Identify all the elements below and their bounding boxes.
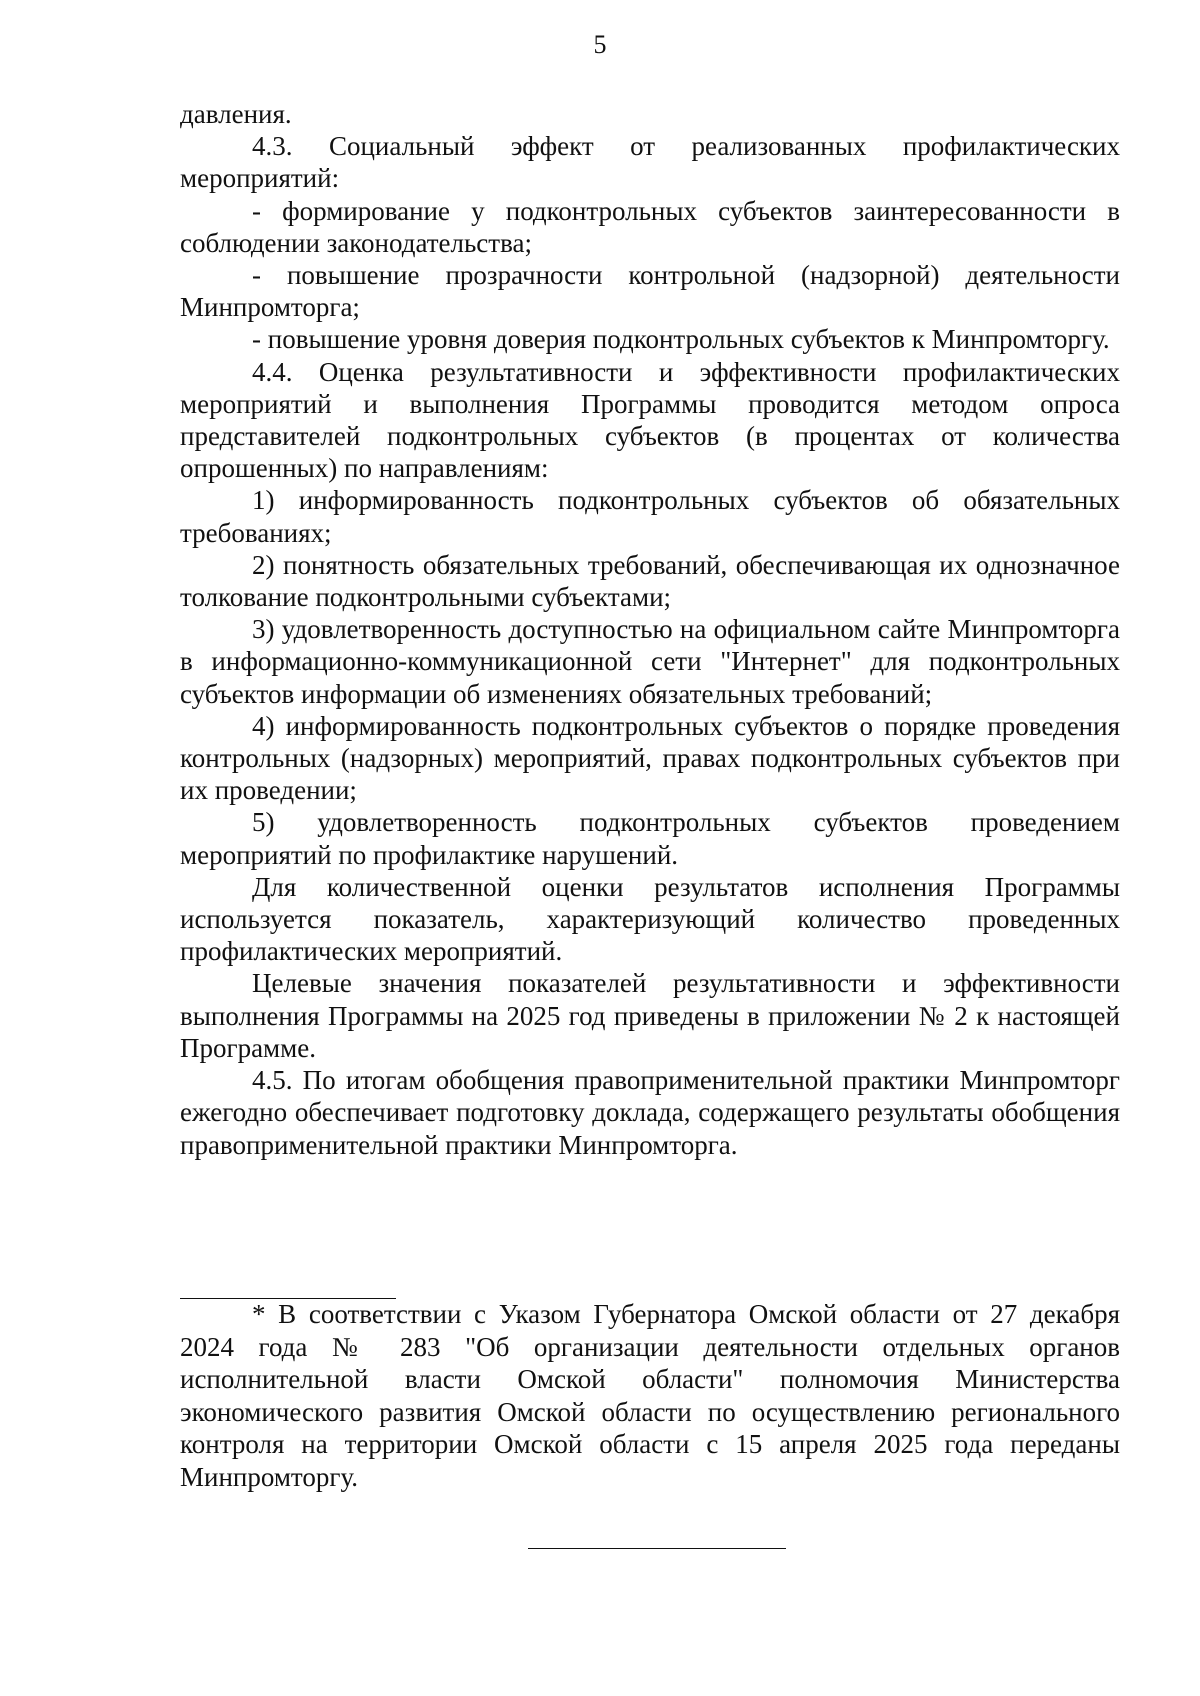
paragraph-section-4-3: 4.3. Социальный эффект от реализованных профилактических мероприятий: bbox=[180, 131, 1120, 194]
footnote: * В соответствии с Указом Губернатора Омской области от 27 декабря 2024 года № 283 "Об организации деятельности отдельных органов исполнительной власти Омской области" полномочия Министерства экономического развития Омской области по осуществлению регионального контроля на территории Омской области с 15 апреля 2025 года переданы Минпромторгу. bbox=[180, 1299, 1120, 1492]
end-of-document-line bbox=[528, 1548, 786, 1549]
list-item: - формирование у подконтрольных субъектов заинтересованности в соблюдении законодательства; bbox=[180, 195, 1120, 258]
list-item: 5) удовлетворенность подконтрольных субъектов проведением мероприятий по профилактике нарушений. bbox=[180, 807, 1120, 870]
list-item: 1) информированность подконтрольных субъектов об обязательных требованиях; bbox=[180, 485, 1120, 548]
list-item: - повышение прозрачности контрольной (надзорной) деятельности Минпромторга; bbox=[180, 260, 1120, 323]
paragraph-section-4-4: 4.4. Оценка результативности и эффективности профилактических мероприятий и выполнения Программы проводится методом опроса представителей подконтрольных субъектов (в процентах от количества опрошенных) по направлениям: bbox=[180, 356, 1120, 484]
list-item: 3) удовлетворенность доступностью на официальном сайте Минпромторга в информационно-коммуникационной сети "Интернет" для подконтрольных субъектов информации об изменениях обязательных требований; bbox=[180, 614, 1120, 709]
paragraph-section-4-5: 4.5. По итогам обобщения правоприменительной практики Минпромторг ежегодно обеспечивает подготовку доклада, содержащего результаты обобщения правоприменительной практики Минпромторга. bbox=[180, 1065, 1120, 1160]
page-number: 5 bbox=[593, 30, 607, 59]
paragraph: давления. bbox=[180, 99, 292, 129]
list-item: 4) информированность подконтрольных субъектов о порядке проведения контрольных (надзорных) мероприятий, правах подконтрольных субъектов при их проведении; bbox=[180, 710, 1120, 806]
list-item: - повышение уровня доверия подконтрольных субъектов к Минпромторгу. bbox=[252, 324, 1110, 355]
paragraph: Целевые значения показателей результативности и эффективности выполнения Программы на 2025 год приведены в приложении № 2 к настоящей Программе. bbox=[180, 968, 1120, 1063]
body-text bbox=[180, 98, 1120, 1161]
list-item: 2) понятность обязательных требований, обеспечивающая их однозначное толкование подконтрольными субъектами; bbox=[180, 549, 1120, 613]
paragraph: Для количественной оценки результатов исполнения Программы используется показатель, характеризующий количество проведенных профилактических мероприятий. bbox=[180, 871, 1120, 967]
